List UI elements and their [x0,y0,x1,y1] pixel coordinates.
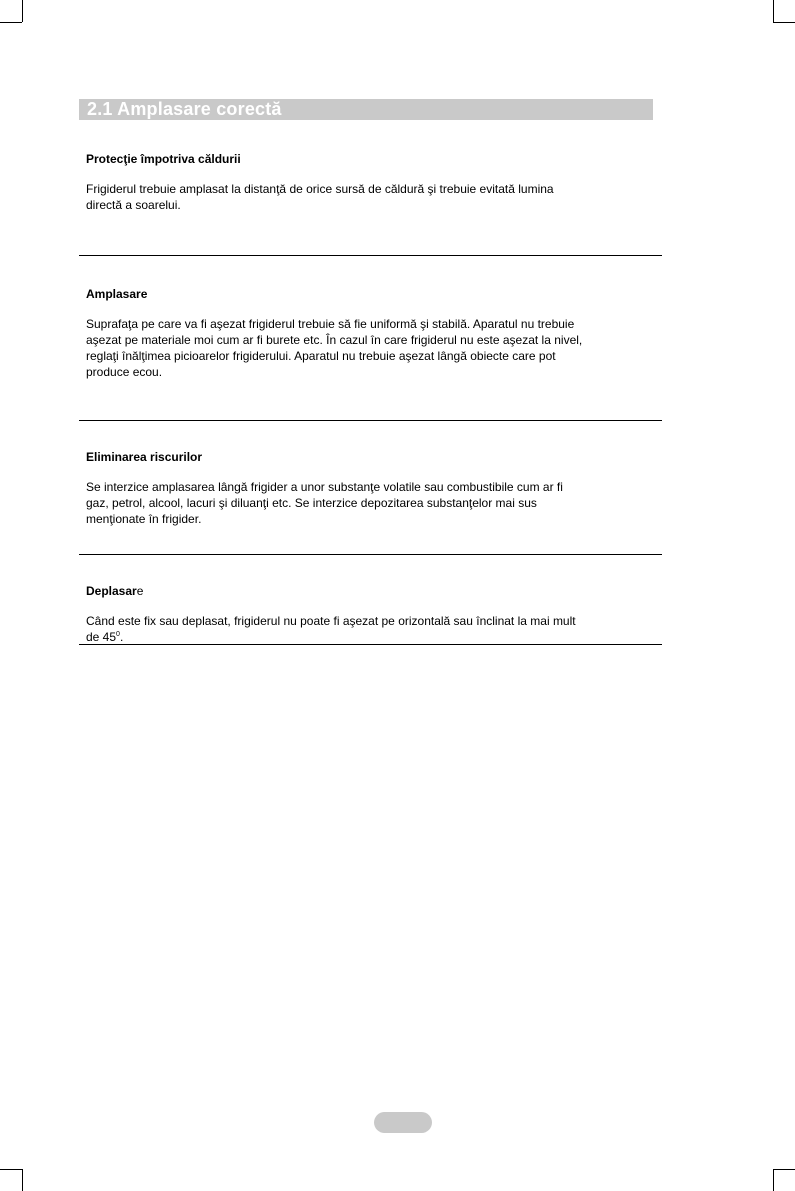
block-heading: Amplasare [86,287,148,301]
block-placement [86,286,586,380]
divider [79,554,662,555]
block-heading-bold: Deplasar [86,584,137,598]
block-body: Frigiderul trebuie amplasat la distanţă de orice sursă de căldură şi trebuie evitată lumina directă a soarelui. [86,182,554,212]
block-moving [86,583,586,645]
crop-mark-right-top [773,22,795,23]
page-number-tab [374,1112,432,1133]
block-body: Se interzice amplasarea lângă frigider a unor substanţe volatile sau combustibile cum ar fi gaz, petrol, alcool, lacuri şi diluanţi etc. Se interzice depozitarea substanţelor mai sus menţionate în frigider. [86,480,563,526]
crop-mark-top-left [22,0,23,22]
block-heading: Eliminarea riscurilor [86,450,203,464]
crop-mark-top-right [773,0,774,22]
block-heading: Protecţie împotriva căldurii [86,152,241,166]
section-title: 2.1 Amplasare corectă [79,99,653,120]
block-heading-light: e [136,584,144,598]
block-body: Suprafaţa pe care va fi aşezat frigiderul trebuie să fie uniformă şi stabilă. Aparatul nu trebuie aşezat pe materiale moi cum ar fi burete etc. În cazul în care frigiderul nu este aşezat la nivel, reglaţi înălţimea picioarelor frigiderului. Aparatul nu trebuie aşezat lângă obiecte care pot produce ecou. [86,317,583,379]
divider [79,644,662,645]
block-risk-elimination [86,449,586,527]
block-heading [86,583,586,599]
block-body [86,613,586,645]
block-body-end: . [119,630,124,644]
crop-mark-left-top [0,22,22,23]
block-body-text: Când este fix sau deplasat, frigiderul nu poate fi aşezat pe orizontală sau înclinat la mai mult de 45 [86,614,576,644]
divider [79,420,662,421]
crop-mark-bottom-left [22,1169,23,1191]
block-heat-protection [86,151,586,213]
crop-mark-bottom-right [773,1169,774,1191]
crop-mark-right-bottom [773,1169,795,1170]
degree-superscript: 0 [116,631,120,638]
crop-mark-left-bottom [0,1169,22,1170]
divider [79,255,662,256]
